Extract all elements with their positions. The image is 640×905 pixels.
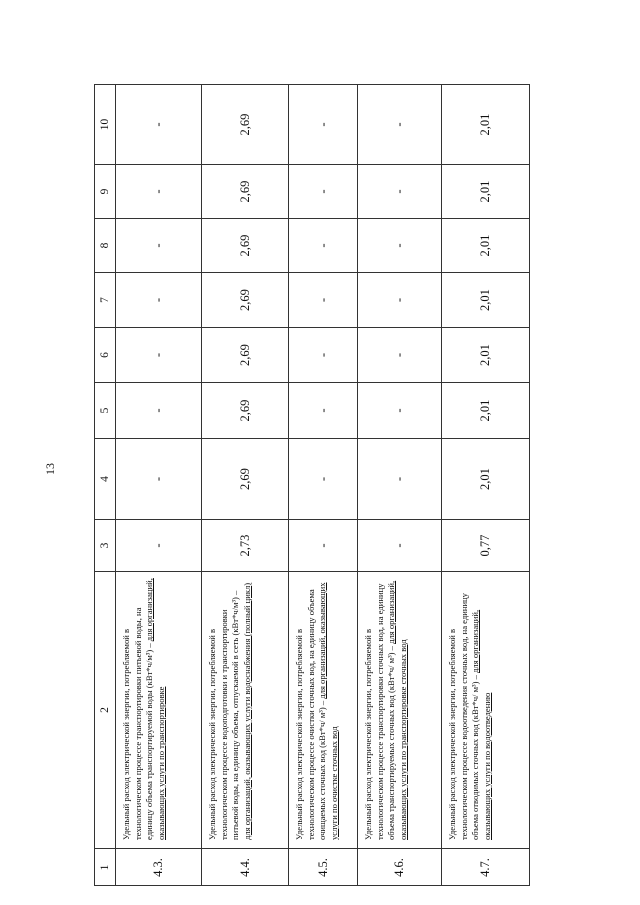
indicator-description [121,578,167,840]
value-cell: 2,69 [202,272,289,327]
value-cell: 2,01 [442,218,530,272]
indicator-text: Удельный расход электрической энергии, потребляемой в технологическом процессе транспортировки питьевой воды, на единицу объема транспортируемой воды (кВт*ч/м³) – [121,607,155,840]
value-cell: - [289,438,358,519]
indicator-description [363,578,409,840]
indicator-text: Удельный расход электрической энергии, потребляемой в технологическом процессе водоподготовки и транспортировки питьевой воды, на единицу объема, отпускаемой в сеть (кВт*ч/м³) – [207,590,241,840]
value-cell: - [358,218,442,272]
header-cell-5: 5 [94,382,116,438]
value-cell: 2,69 [202,218,289,272]
row-number-cell: 4.7. [442,848,530,886]
value-cell: 0,77 [442,519,530,571]
value-cell: - [116,84,202,164]
value-cell: - [289,519,358,571]
value-cell: 2,69 [202,438,289,519]
indicator-scope: для организаций, оказывающих услуги по транспортировке сточных вод [386,580,408,840]
indicator-description [294,578,340,840]
indicator-description-cell [442,571,530,848]
value-cell: - [358,382,442,438]
value-cell: - [358,438,442,519]
value-cell: - [116,218,202,272]
value-cell: 2,01 [442,272,530,327]
header-cell-4: 4 [94,438,116,519]
value-cell: - [289,272,358,327]
indicator-text: Удельный расход электрической энергии, потребляемой в технологическом процессе очистки сточных вод, на единицу объема очищаемых сточных вод (кВт*ч/ м³) – [294,589,328,840]
value-cell: - [358,84,442,164]
indicator-description-cell [116,571,202,848]
value-cell: - [358,519,442,571]
indicator-description [207,578,253,840]
row-number-cell: 4.5. [289,848,358,886]
value-cell: 2,69 [202,164,289,218]
page-number: 13 [43,463,57,475]
indicator-scope: для организаций, оказывающих услуги по очистке сточных вод [317,582,339,840]
value-cell: - [116,438,202,519]
indicator-description-cell [202,571,289,848]
indicator-description-cell [289,571,358,848]
header-cell-7: 7 [94,272,116,327]
energy-consumption-table [94,84,530,886]
indicator-text: Удельный расход электрической энергии, потребляемой в технологическом процессе транспортировки сточных вод, на единицу объема транспортируемых сточных вод (кВт*ч/ м³) – [363,583,397,840]
value-cell: 2,69 [202,327,289,382]
value-cell: - [289,84,358,164]
value-cell: - [358,272,442,327]
header-cell-3: 3 [94,519,116,571]
header-cell-6: 6 [94,327,116,382]
value-cell: 2,01 [442,164,530,218]
header-cell-2: 2 [94,571,116,848]
value-cell: - [289,382,358,438]
value-cell: 2,01 [442,84,530,164]
value-cell: - [289,327,358,382]
header-cell-1: 1 [94,848,116,886]
header-cell-8: 8 [94,218,116,272]
value-cell: 2,69 [202,84,289,164]
indicator-scope: для организаций, оказывающих услуги по транспортировке [144,578,166,840]
indicator-text: Удельный расход электрической энергии, потребляемой в технологическом процессе водоотведения сточных вод, на единицу объема отводимых сточных вод (кВт*ч/ м³) – [447,593,481,840]
value-cell: 2,73 [202,519,289,571]
value-cell: 2,01 [442,327,530,382]
indicator-description-cell [358,571,442,848]
value-cell: - [358,164,442,218]
value-cell: - [289,218,358,272]
row-number-cell: 4.6. [358,848,442,886]
value-cell: - [116,519,202,571]
value-cell: 2,01 [442,382,530,438]
value-cell: - [358,327,442,382]
header-cell-10: 10 [94,84,116,164]
row-number-cell: 4.3. [116,848,202,886]
value-cell: - [116,327,202,382]
indicator-description [447,578,493,840]
row-number-cell: 4.4. [202,848,289,886]
value-cell: - [289,164,358,218]
header-cell-9: 9 [94,164,116,218]
value-cell: - [116,382,202,438]
indicator-scope: для организаций, оказывающих услуги водоснабжения (полный цикл) [241,582,252,840]
value-cell: - [116,164,202,218]
value-cell: 2,69 [202,382,289,438]
indicator-scope: для организаций, оказывающих услуги по водоотведению [470,609,492,840]
value-cell: 2,01 [442,438,530,519]
value-cell: - [116,272,202,327]
